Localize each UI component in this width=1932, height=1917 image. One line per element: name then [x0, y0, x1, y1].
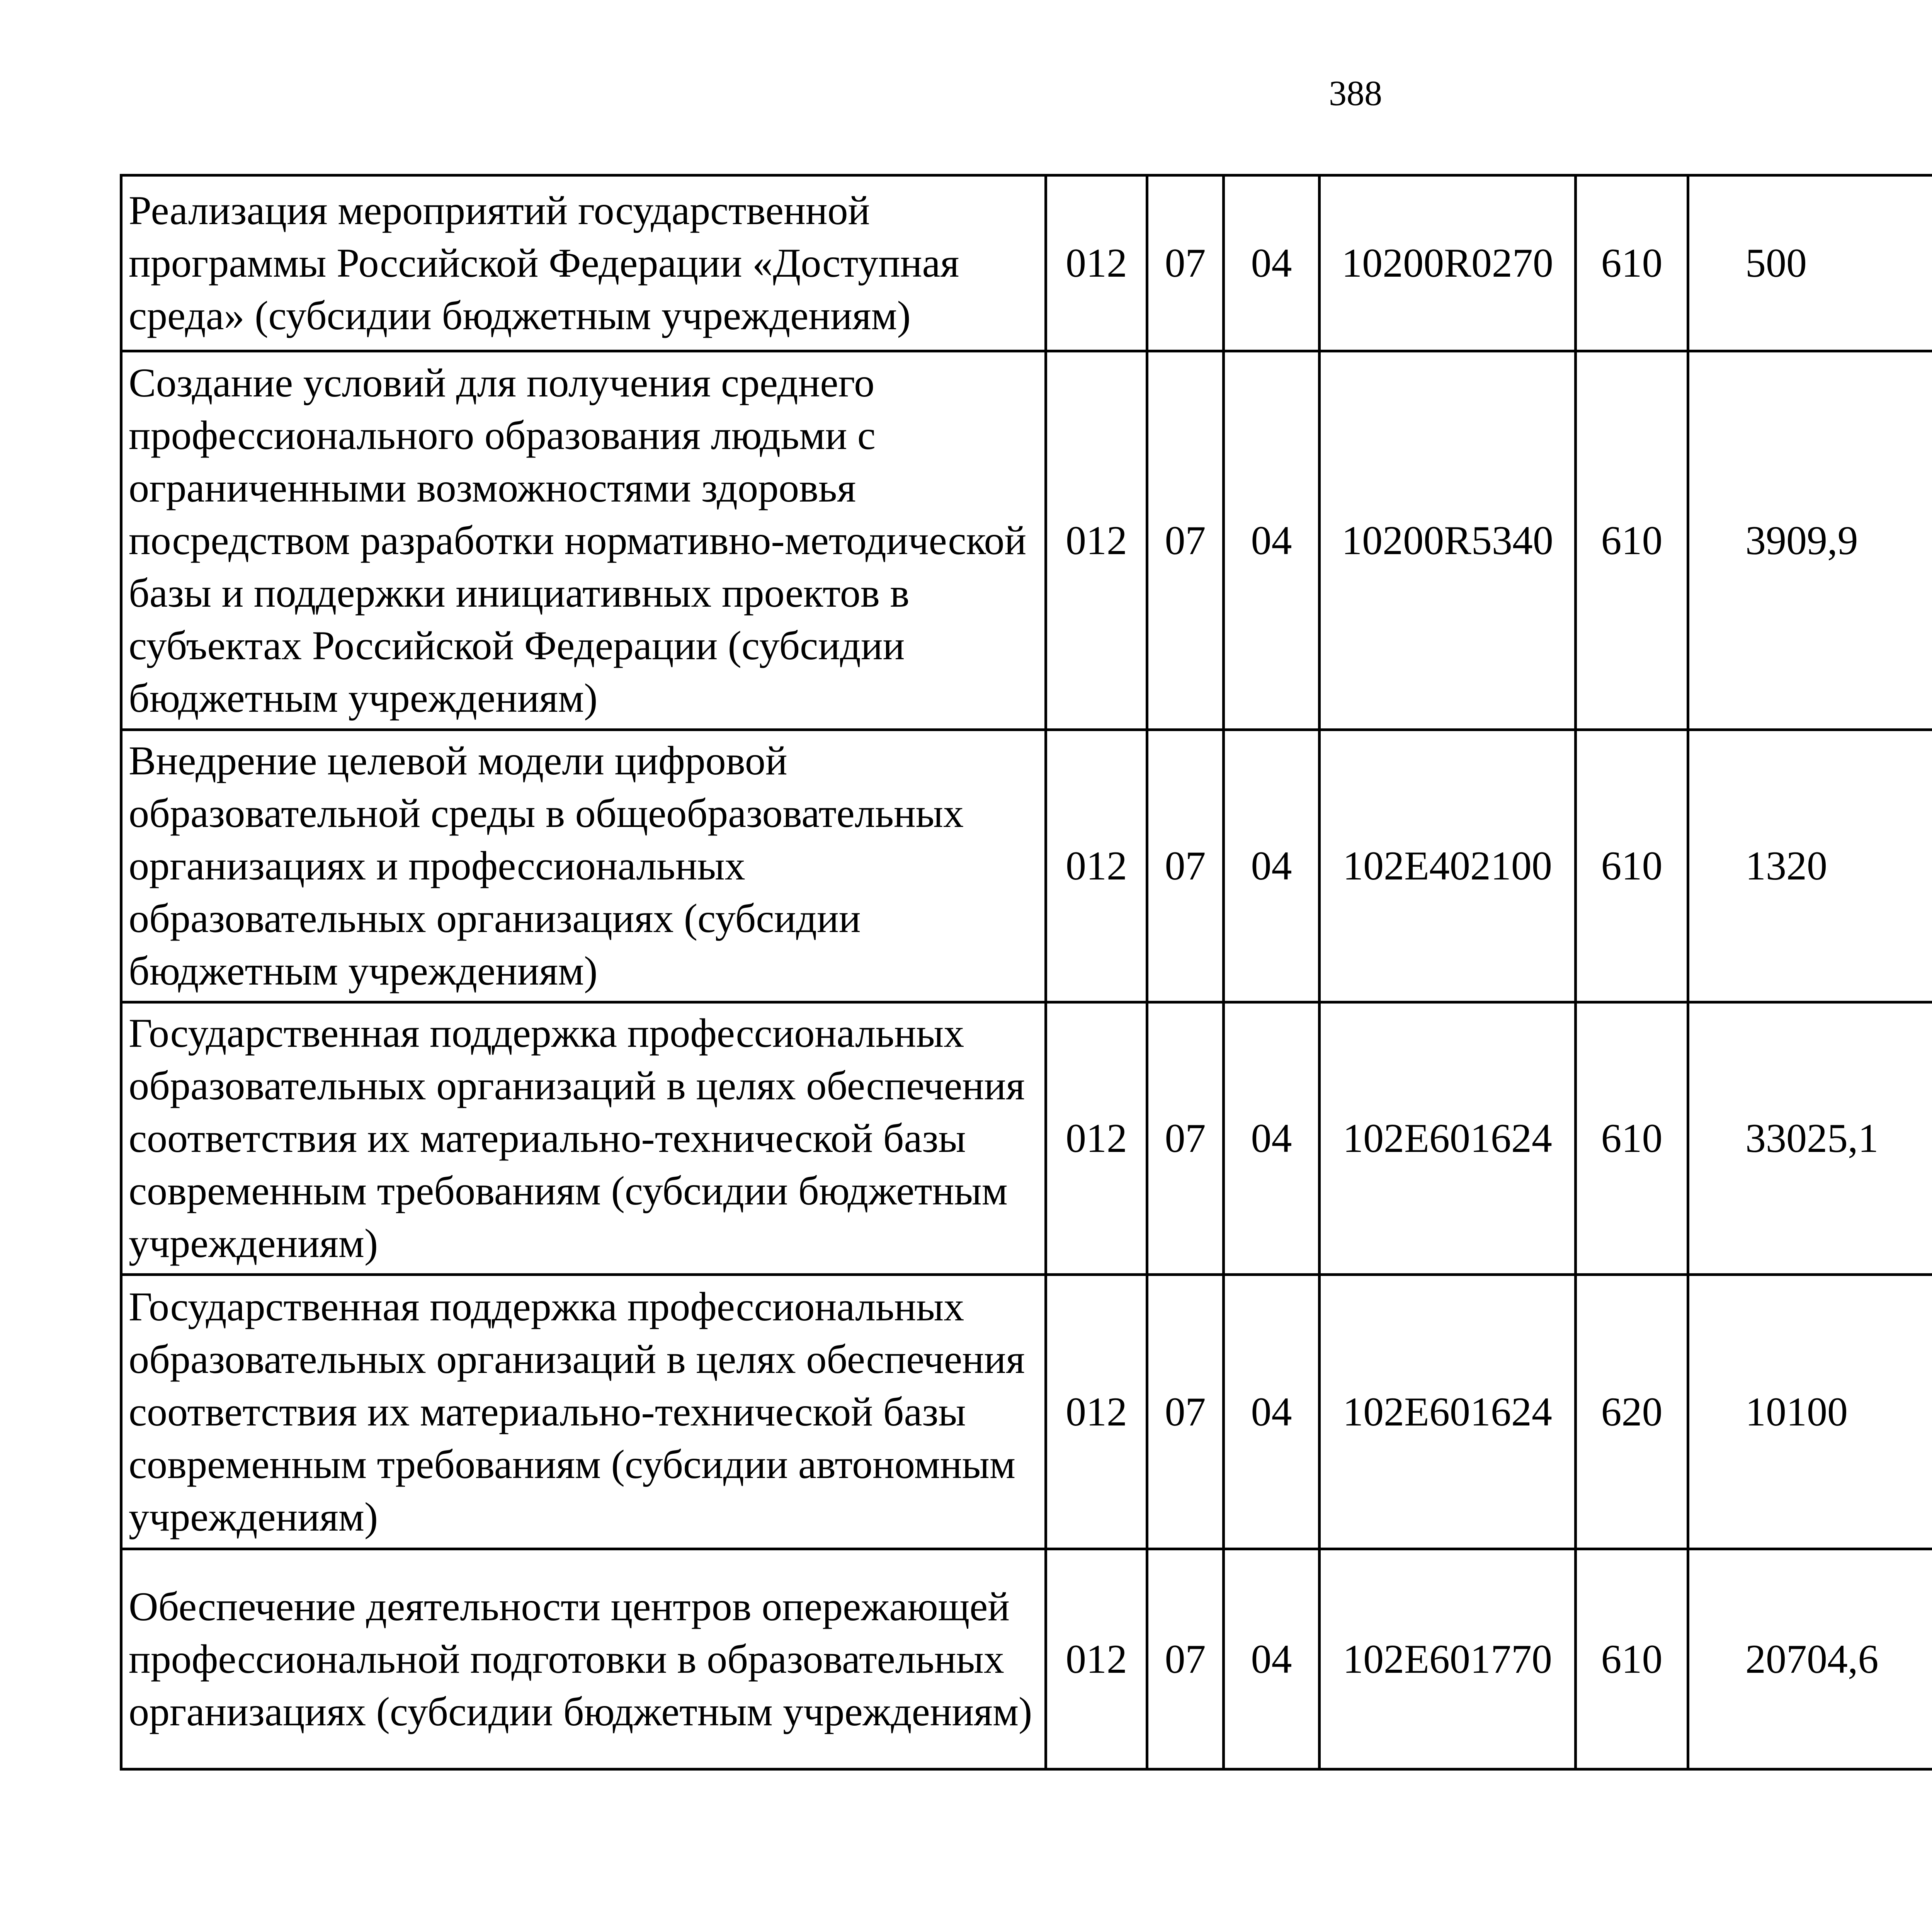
table-row [121, 1275, 1932, 1549]
row-description: Государственная поддержка профессиональных образовательных организаций в целях обеспечения соответствия их материально-технической базы современным требованиям (субсидии автономным учреждениям) [121, 1275, 1046, 1549]
target-article-code: 102E601770 [1320, 1549, 1576, 1769]
target-article-code: 10200R5340 [1320, 351, 1576, 730]
row-description: Создание условий для получения среднего профессионального образования людьми с ограниченными возможностями здоровья посредством разработки нормативно-методической базы и поддержки инициативных проектов в субъектах Российской Федерации (субсидии бюджетным учреждениям) [121, 351, 1046, 730]
amount: 20704,6 [1688, 1549, 1932, 1769]
table-row [121, 1002, 1932, 1275]
amount: 10100 [1688, 1275, 1932, 1549]
section-code: 07 [1147, 730, 1224, 1002]
row-description: Внедрение целевой модели цифровой образовательной среды в общеобразовательных организациях и профессиональных образовательных организациях (субсидии бюджетным учреждениям) [121, 730, 1046, 1002]
section-code: 07 [1147, 1002, 1224, 1275]
amount: 1320 [1688, 730, 1932, 1002]
section-code: 07 [1147, 351, 1224, 730]
row-description: Государственная поддержка профессиональных образовательных организаций в целях обеспечения соответствия их материально-технической базы современным требованиям (субсидии бюджетным учреждениям) [121, 1002, 1046, 1275]
subsection-code: 04 [1224, 1275, 1320, 1549]
row-description: Реализация мероприятий государственной программы Российской Федерации «Доступная среда» (субсидии бюджетным учреждениям) [121, 175, 1046, 351]
budget-table [120, 174, 1932, 1771]
expense-type-code: 620 [1576, 1275, 1688, 1549]
table-row [121, 175, 1932, 351]
ministry-code: 012 [1046, 1002, 1147, 1275]
expense-type-code: 610 [1576, 351, 1688, 730]
expense-type-code: 610 [1576, 1549, 1688, 1769]
subsection-code: 04 [1224, 1549, 1320, 1769]
ministry-code: 012 [1046, 1275, 1147, 1549]
subsection-code: 04 [1224, 1002, 1320, 1275]
target-article-code: 10200R0270 [1320, 175, 1576, 351]
ministry-code: 012 [1046, 175, 1147, 351]
section-code: 07 [1147, 175, 1224, 351]
amount: 33025,1 [1688, 1002, 1932, 1275]
ministry-code: 012 [1046, 730, 1147, 1002]
amount: 500 [1688, 175, 1932, 351]
row-description: Обеспечение деятельности центров опережающей профессиональной подготовки в образовательных организациях (субсидии бюджетным учреждениям) [121, 1549, 1046, 1769]
target-article-code: 102E601624 [1320, 1275, 1576, 1549]
table-row [121, 351, 1932, 730]
ministry-code: 012 [1046, 351, 1147, 730]
page-number: 388 [1329, 73, 1382, 113]
section-code: 07 [1147, 1275, 1224, 1549]
expense-type-code: 610 [1576, 730, 1688, 1002]
subsection-code: 04 [1224, 175, 1320, 351]
target-article-code: 102E402100 [1320, 730, 1576, 1002]
section-code: 07 [1147, 1549, 1224, 1769]
amount: 3909,9 [1688, 351, 1932, 730]
table-row [121, 1549, 1932, 1769]
expense-type-code: 610 [1576, 1002, 1688, 1275]
ministry-code: 012 [1046, 1549, 1147, 1769]
table-row [121, 730, 1932, 1002]
target-article-code: 102E601624 [1320, 1002, 1576, 1275]
subsection-code: 04 [1224, 730, 1320, 1002]
subsection-code: 04 [1224, 351, 1320, 730]
expense-type-code: 610 [1576, 175, 1688, 351]
